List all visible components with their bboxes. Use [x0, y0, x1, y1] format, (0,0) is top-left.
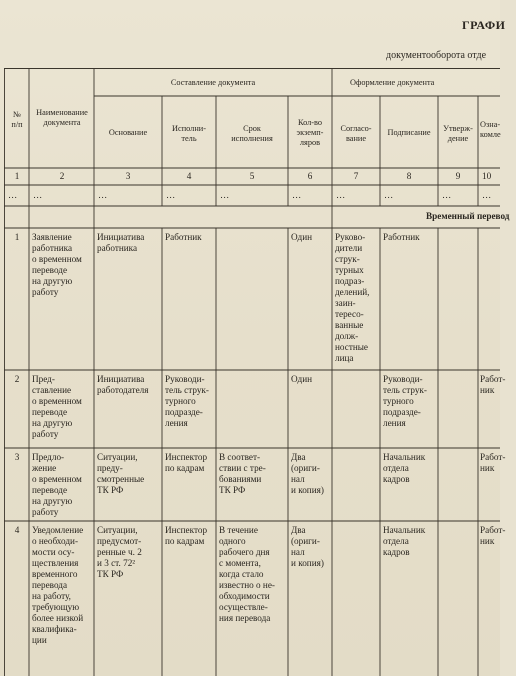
row3-no: 3 [14, 452, 20, 462]
row3-basis: Ситуации, преду- смотренные ТК РФ [97, 452, 145, 495]
colnum-9: 9 [455, 171, 461, 181]
colnum-3: 3 [125, 171, 131, 181]
row4-basis: Ситуации, предусмот- ренные ч. 2 и 3 ст. 72² ТК РФ [97, 525, 142, 579]
ellipsis-c6: … [292, 190, 302, 200]
row2-acquaint: Работ- ник [480, 374, 506, 395]
row4-name: Уведомление о необходи- мости осу- ществления временного перевода на работу, требующую более низкой квалифика- ции [32, 525, 84, 645]
row3-signing: Начальник отдела кадров [383, 452, 426, 484]
header-approval: Согласо- вание [340, 124, 372, 143]
row2-signing: Руководи- тель струк- турного подразде- ления [383, 374, 427, 428]
header-group-compose: Составление документа [170, 78, 256, 87]
header-executor: Исполни- тель [172, 124, 206, 143]
row1-executor: Работник [165, 232, 202, 242]
header-basis: Основание [108, 128, 148, 137]
row4-executor: Инспектор по кадрам [165, 525, 208, 546]
row3-name: Предло- жение о временном переводе на другую работу [32, 452, 82, 517]
colnum-8: 8 [406, 171, 412, 181]
row3-deadline: В соответ- ствии с тре- бованиями ТК РФ [219, 452, 266, 495]
row4-no: 4 [14, 525, 20, 535]
header-name: Наименование документа [36, 108, 88, 127]
colnum-10: 10 [482, 171, 492, 181]
colnum-6: 6 [307, 171, 313, 181]
row3-copies: Два (ориги- нал и копия) [291, 452, 324, 495]
row4-copies: Два (ориги- нал и копия) [291, 525, 324, 568]
row1-signing: Работник [383, 232, 420, 242]
row2-executor: Руководи- тель струк- турного подразде- ления [165, 374, 209, 428]
colnum-2: 2 [59, 171, 65, 181]
row3-executor: Инспектор по кадрам [165, 452, 208, 473]
ellipsis-c2: … [33, 190, 43, 200]
schedule-table [4, 68, 510, 676]
document-title: ГРАФИ [462, 18, 506, 32]
ellipsis-c4: … [166, 190, 176, 200]
ellipsis-c7: … [336, 190, 346, 200]
colnum-4: 4 [186, 171, 192, 181]
row2-no: 2 [14, 374, 20, 384]
ellipsis-c8: … [384, 190, 394, 200]
row2-basis: Инициатива работодателя [97, 374, 149, 395]
ellipsis-c1: … [8, 190, 18, 200]
row4-acquaint: Работ- ник [480, 525, 506, 546]
row4-deadline: В течение одного рабочего дня с момента, когда стало известно о не- обходимости осуществле- ния перевода [219, 525, 275, 623]
ellipsis-c3: … [98, 190, 108, 200]
colnum-1: 1 [14, 171, 20, 181]
row1-copies: Один [291, 232, 313, 242]
row1-name: Заявление работника о временном переводе на другую работу [32, 232, 82, 297]
header-group-format: Оформление документа [350, 78, 435, 87]
row3-acquaint: Работ- ник [480, 452, 506, 473]
colnum-7: 7 [353, 171, 359, 181]
colnum-5: 5 [249, 171, 255, 181]
header-no: № п/п [11, 110, 23, 129]
row1-basis: Инициатива работника [97, 232, 145, 253]
row2-name: Пред- ставление о временном переводе на другую работу [32, 374, 82, 439]
row1-no: 1 [14, 232, 20, 242]
header-deadline: Срок исполнения [231, 124, 273, 143]
row4-signing: Начальник отдела кадров [383, 525, 426, 557]
row2-copies: Один [291, 374, 313, 384]
document-subtitle: документооборота отде [386, 50, 487, 61]
header-signing: Подписание [387, 128, 431, 137]
header-confirm: Утверж- дение [443, 124, 473, 143]
row1-approval: Руково- дители струк- турных подраз- делений, заин- тересо- ванные долж- ностные лица [335, 232, 370, 363]
header-acquaint: Озна- комле [480, 120, 501, 139]
section-title: Временный перевод [426, 211, 510, 221]
ellipsis-c10: … [482, 190, 492, 200]
header-copies: Кол-во экземп- ляров [296, 118, 324, 147]
ellipsis-c5: … [220, 190, 230, 200]
ellipsis-c9: … [442, 190, 452, 200]
